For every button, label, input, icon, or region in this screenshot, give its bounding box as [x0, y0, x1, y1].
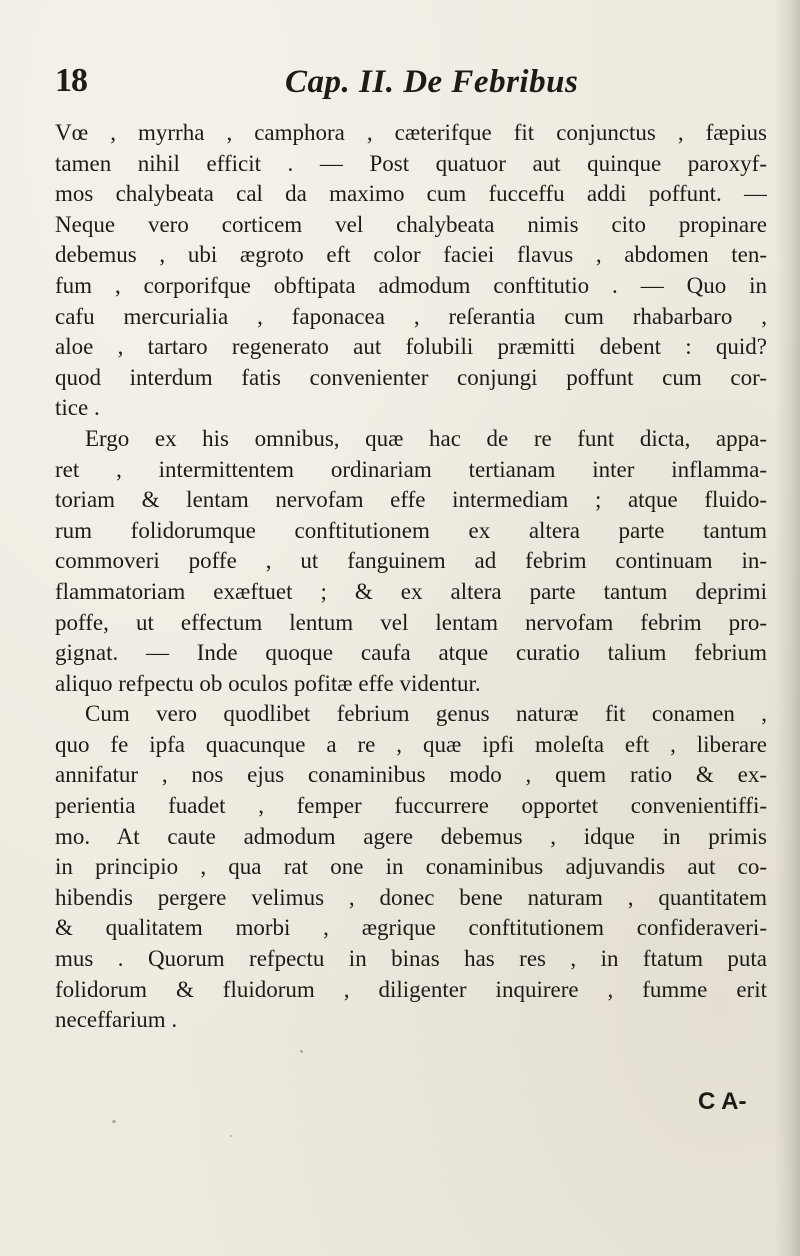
page-number: 18 [55, 62, 87, 99]
body-text [55, 118, 767, 1036]
catchword: C A- [698, 1088, 747, 1115]
text-line: folidorum & fluidorum , diligenter inquirere , fumme erit [55, 976, 767, 1002]
text-line: tamen nihil efficit . — Post quatuor aut quinque paroxyf- [55, 150, 767, 176]
text-line: ret , intermittentem ordinariam tertianam inter inflamma- [55, 456, 767, 482]
page-edge-shadow [774, 0, 800, 1256]
text-line: tice . [55, 395, 100, 421]
text-line: fum , corporifque obftipata admodum conftitutio . — Quo in [55, 272, 767, 298]
running-title: Cap. II. De Febribus [285, 64, 579, 100]
text-line: Neque vero corticem vel chalybeata nimis cito propinare [55, 211, 767, 237]
text-line: & qualitatem morbi , ægrique conftitutionem confideraveri- [55, 915, 767, 941]
text-line: in principio , qua rat one in conaminibus adjuvandis aut co- [55, 854, 767, 880]
text-line: aliquo refpectu ob oculos pofitæ effe videntur. [55, 670, 481, 696]
text-line: flammatoriam exæftuet ; & ex altera parte tantum deprimi [55, 578, 767, 604]
text-line: mo. At caute admodum agere debemus , idque in primis [55, 823, 767, 849]
text-line: quo fe ipfa quacunque a re , quæ ipfi moleſta eft , liberare [55, 731, 767, 757]
text-line: quod interdum fatis convenienter conjungi poffunt cum cor- [55, 364, 767, 390]
text-line: cafu mercurialia , faponacea , reſerantia cum rhabarbaro , [55, 303, 767, 329]
text-line: annifatur , nos ejus conaminibus modo , quem ratio & ex- [55, 762, 767, 788]
text-line: mus . Quorum refpectu in binas has res , in ftatum puta [55, 946, 767, 972]
text-line: hibendis pergere velimus , donec bene naturam , quantitatem [55, 884, 767, 910]
page-header [55, 62, 755, 112]
paper-speck [230, 1135, 232, 1137]
text-line: perientia fuadet , femper fuccurrere opportet convenientiffi- [55, 793, 767, 819]
text-line: poffe, ut effectum lentum vel lentam nervofam febrim pro- [55, 609, 767, 635]
text-line: rum folidorumque conftitutionem ex altera parte tantum [55, 517, 767, 543]
text-line: Cum vero quodlibet febrium genus naturæ fit conamen , [85, 701, 767, 727]
text-line: Ergo ex his omnibus, quæ hac de re funt dicta, appa- [85, 425, 767, 451]
paper-speck [112, 1120, 116, 1123]
text-line: debemus , ubi ægroto eft color faciei flavus , abdomen ten- [55, 242, 767, 268]
text-line: toriam & lentam nervofam effe intermediam ; atque fluido- [55, 487, 767, 513]
text-line: Vœ , myrrha , camphora , cæterifque fit conjunctus , fæpius [55, 120, 767, 145]
text-line: commoveri poffe , ut fanguinem ad febrim continuam in- [55, 548, 767, 574]
text-line: mos chalybeata cal da maximo cum fucceffu addi poffunt. — [55, 181, 767, 207]
text-line: gignat. — Inde quoque caufa atque curatio talium febrium [55, 640, 767, 666]
text-line: neceffarium . [55, 1007, 178, 1033]
text-line: aloe , tartaro regenerato aut folubili præmitti debent : quid? [55, 334, 767, 360]
paper-speck [300, 1050, 303, 1053]
